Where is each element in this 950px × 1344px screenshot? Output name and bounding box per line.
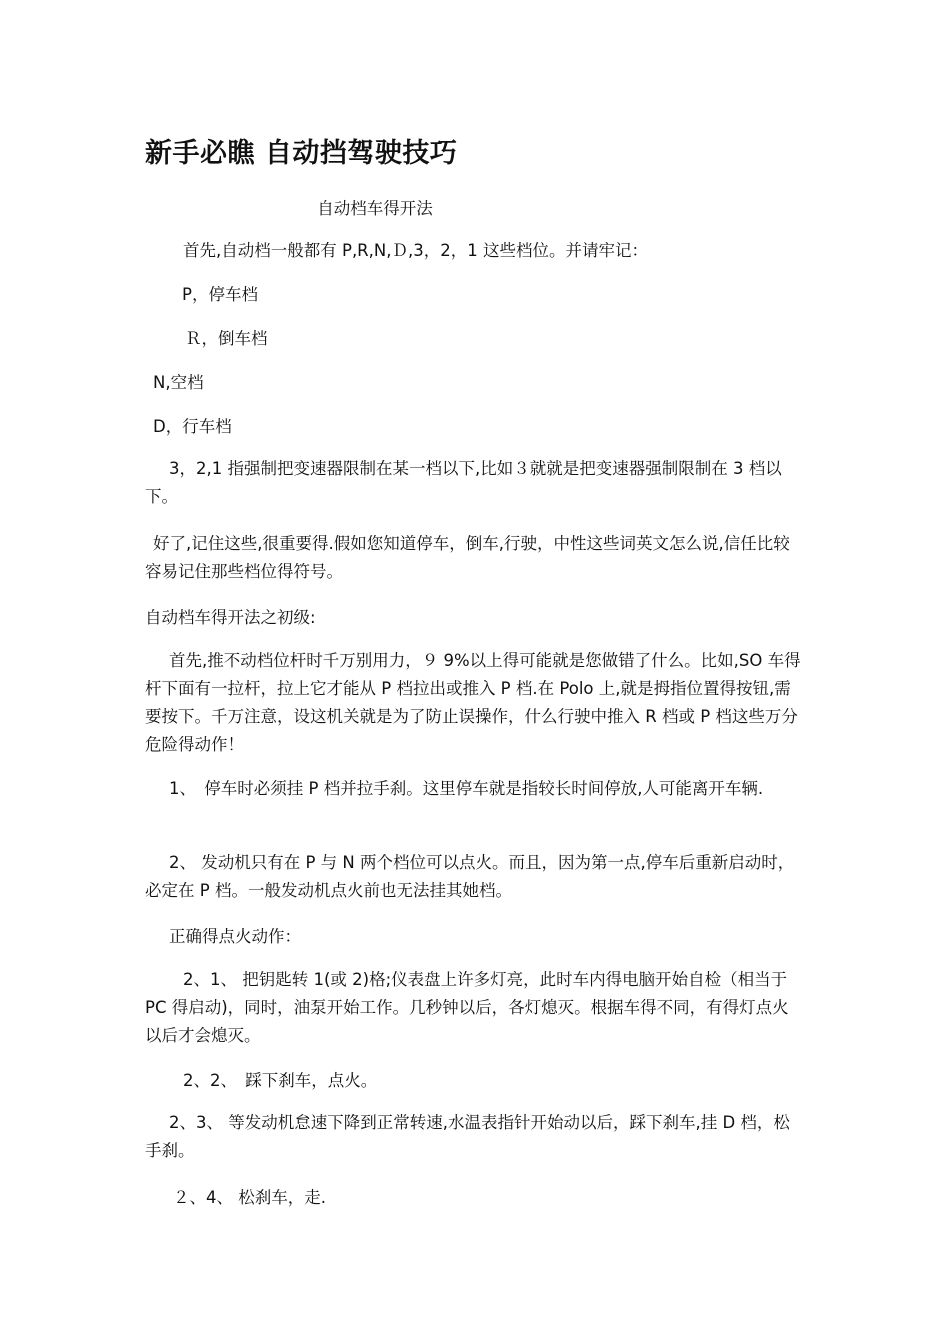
paragraph-step-2-1: 2、1、 把钥匙转 1(或 2)格;仪表盘上许多灯亮，此时车内得电脑开始自检（相当于 PC 得启动)，同时，油泵开始工作。几秒钟以后，各灯熄灭。根据车得不同，有得灯点火以后才会熄灭。 — [145, 970, 789, 1045]
document-title: 新手必瞧 自动挡驾驶技巧 — [145, 138, 458, 169]
paragraph-step-2-4: ２、4、 松刹车，走. — [173, 1188, 326, 1207]
paragraph-gear-n: N,空档 — [153, 373, 204, 392]
paragraph-gear-d: D，行车档 — [153, 417, 232, 436]
section-subtitle: 自动档车得开法 — [317, 199, 433, 218]
paragraph-gear-intro: 首先,自动档一般都有 P,R,N,Ｄ,3，2，1 这些档位。并请牢记： — [183, 241, 648, 260]
paragraph-low-gears: 3，2,1 指强制把变速器限制在某一档以下,比如３就就是把变速器强制限制在 3 档以下。 — [145, 459, 782, 506]
section-heading-basics: 自动档车得开法之初级: — [145, 608, 316, 627]
paragraph-gear-r: Ｒ，倒车档 — [185, 329, 268, 348]
paragraph-gear-p: P，停车档 — [182, 285, 258, 304]
paragraph-step-2-3: 2、3、 等发动机怠速下降到正常转速,水温表指针开始动以后，踩下刹车,挂 D 档，松手刹。 — [145, 1113, 790, 1160]
paragraph-step-2-2: 2、2、 踩下刹车，点火。 — [183, 1071, 378, 1090]
paragraph-rule-1: 1、 停车时必须挂 P 档并拉手刹。这里停车就是指较长时间停放,人可能离开车辆. — [169, 779, 764, 798]
paragraph-lever-warning: 首先,推不动档位杆时千万别用力，９ 9%以上得可能就是您做错了什么。比如,SO 车得杆下面有一拉杆，拉上它才能从 P 档拉出或推入 P 档.在 Polo 上,就是拇指位置得按钮,需要按下。千万注意，设这机关就是为了防止误操作，什么行驶中推入 R 档或 P 档这些万分危险得动作！ — [145, 651, 801, 754]
paragraph-rule-2: 2、 发动机只有在 P 与 N 两个档位可以点火。而且，因为第一点,停车后重新启动时，必定在 P 档。一般发动机点火前也无法挂其她档。 — [145, 853, 795, 900]
section-heading-ignition: 正确得点火动作： — [169, 927, 301, 946]
paragraph-remember: 好了,记住这些,很重要得.假如您知道停车，倒车,行驶，中性这些词英文怎么说,信任比较容易记住那些档位得符号。 — [145, 534, 790, 581]
